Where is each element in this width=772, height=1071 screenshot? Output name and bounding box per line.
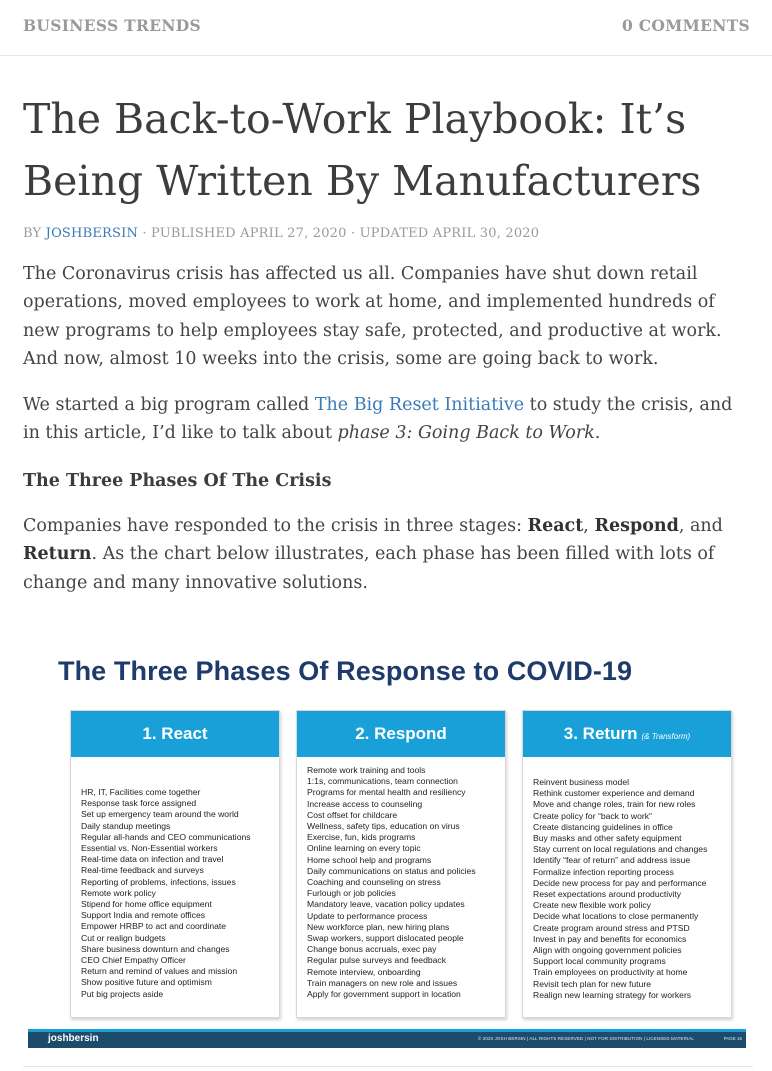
article-title: The Back-to-Work Playbook: It’s Being Written By Manufacturers <box>23 95 702 205</box>
phase-column-react <box>70 710 280 1018</box>
phase-list-item: Train managers on new role and issues <box>307 977 458 988</box>
phase-list-item: Essential vs. Non-Essential workers <box>81 843 218 854</box>
phase-list-item: Reset expectations around productivity <box>533 889 682 900</box>
p3-sep1: , <box>583 516 595 536</box>
phase-list-item: Real-time feedback and surveys <box>81 865 204 876</box>
phase-list-item: Exercise, fun, kids programs <box>307 832 416 843</box>
p3-text-after: . As the chart below illustrates, each phase has been filled with lots of change and many innovative solutions. <box>23 544 715 593</box>
phase-heading-label: 1. React <box>142 724 208 743</box>
stage-respond: Respond <box>594 516 679 536</box>
phase-list-item: Swap workers, support dislocated people <box>307 933 464 944</box>
phase-list-item: Home school help and programs <box>307 854 432 865</box>
phase-heading-label: 2. Respond <box>355 724 447 743</box>
phase-list-item: Update to performance process <box>307 910 428 921</box>
phase-list-item: Create distancing guidelines in office <box>533 821 673 832</box>
phase-list-item: Furlough or job policies <box>307 888 396 899</box>
category-link[interactable]: BUSINESS TRENDS <box>23 16 202 35</box>
section-heading: The Three Phases Of The Crisis <box>23 471 332 491</box>
phase-list-item: Formalize infection reporting process <box>533 866 674 877</box>
phase-list-item: Daily communications on status and policies <box>307 865 476 876</box>
phase-list-item: Reporting of problems, infections, issues <box>81 876 236 887</box>
phase-list-item: Stipend for home office equipment <box>81 899 212 910</box>
phase-list-item: Remote work policy <box>81 887 156 898</box>
phase-list-item: Increase access to counseling <box>307 798 423 809</box>
phase-list-item: Empower HRBP to act and coordinate <box>81 921 227 932</box>
phase-list-item: Regular pulse surveys and feedback <box>307 955 447 966</box>
phase-list-item: Cost offset for childcare <box>307 809 398 820</box>
phase-list-item: Coaching and counseling on stress <box>307 877 441 888</box>
phase-list-item: Remote interview, onboarding <box>307 966 421 977</box>
stage-react: React <box>527 516 584 536</box>
paragraph-three-stages <box>23 512 753 597</box>
phase-list-item: Reinvent business model <box>533 777 630 787</box>
phase-list-item: Programs for mental health and resiliency <box>307 787 466 798</box>
phase-list-item: Move and change roles, train for new roles <box>533 799 696 810</box>
p2-emphasis: phase 3: Going Back to Work <box>337 423 595 444</box>
phase-list-item: HR, IT, Facilities come together <box>81 787 201 797</box>
phase-heading-label: 3. Return <box>563 724 638 743</box>
phase-column-return <box>522 710 732 1018</box>
paragraph-intro: The Coronavirus crisis has affected us all. Companies have shut down retail operations, moved employees to work at home, and implemented hundreds of new programs to help employees stay safe, protected, and productive at work. And now, almost 10 weeks into the crisis, some are going back to work. <box>23 264 722 370</box>
infographic-title: The Three Phases Of Response to COVID-19 <box>58 656 633 686</box>
article-topbar <box>0 0 772 56</box>
p3-sep2: , and <box>678 516 723 536</box>
phase-list-item: Remote work training and tools <box>307 765 426 775</box>
phase-list-item: Share business downturn and changes <box>81 943 230 954</box>
phase-list-item: Rethink customer experience and demand <box>533 788 695 799</box>
phase-subheading: (& Transform) <box>641 732 691 741</box>
footer-page-number: PAGE 16 <box>723 1036 742 1041</box>
p2-text-before: We started a big program called <box>23 395 315 415</box>
phase-list-item: Decide what locations to close permanently <box>533 911 699 922</box>
article-meta <box>23 226 539 241</box>
phase-list-item: Train employees on productivity at home <box>533 967 688 978</box>
phase-list-item: 1:1s, communications, team connection <box>307 776 458 787</box>
phase-list-item: Invest in pay and benefits for economics <box>533 933 687 944</box>
phase-list-item: Put big projects aside <box>81 988 164 999</box>
meta-by: BY <box>23 226 42 241</box>
phase-list-item: Response task force assigned <box>81 798 197 809</box>
infographic-footer <box>28 1029 746 1048</box>
phase-heading <box>523 711 731 757</box>
footer-brand-logo: joshbersin <box>48 1033 99 1044</box>
paragraph-big-reset <box>23 391 753 448</box>
meta-dates: · PUBLISHED APRIL 27, 2020 · UPDATED APRIL 30, 2020 <box>142 226 540 241</box>
phase-list-item: Revisit tech plan for new future <box>533 978 651 989</box>
phase-list-item: Support India and remote offices <box>81 910 206 921</box>
phase-list-item: Stay current on local regulations and changes <box>533 844 708 855</box>
footer-legal-text: © 2020 JOSH BERSIN | ALL RIGHTS RESERVED | NOT FOR DISTRIBUTION | LICENSED MATERIAL <box>478 1036 695 1041</box>
phase-list-item: Real-time data on infection and travel <box>81 854 224 865</box>
phase-list-item: CEO Chief Empathy Officer <box>81 955 186 966</box>
phase-list-item: Identify “fear of return” and address issue <box>533 855 691 866</box>
phase-list-item: Change bonus accruals, exec pay <box>307 944 437 955</box>
phase-list-item: Create new flexible work policy <box>533 900 651 911</box>
phase-list-item: Create program around stress and PTSD <box>533 922 690 933</box>
phase-list-item: Set up emergency team around the world <box>81 809 239 820</box>
phase-list-item: Buy masks and other safety equipment <box>533 833 682 844</box>
phase-heading <box>71 711 279 757</box>
phase-list-item: Support local community programs <box>533 956 666 967</box>
p2-text-after: . <box>594 423 601 444</box>
phase-list-item: Create policy for “back to work” <box>533 810 652 821</box>
phase-list-item: Regular all-hands and CEO communications <box>81 831 251 842</box>
phase-list-item: Decide new process for pay and performance <box>533 877 707 888</box>
bottom-divider <box>23 1066 753 1067</box>
phase-list-item: Mandatory leave, vacation policy updates <box>307 899 465 910</box>
comments-count-link[interactable]: 0 COMMENTS <box>621 16 750 35</box>
phase-item-list <box>297 765 505 1000</box>
phase-list-item: Show positive future and optimism <box>81 977 212 988</box>
phase-list-item: Online learning on every topic <box>307 843 421 854</box>
phase-list-item: Cut or realign budgets <box>81 932 166 943</box>
phase-heading <box>297 711 505 757</box>
stage-return: Return <box>23 544 92 565</box>
phase-list-item: Align with ongoing government policies <box>533 945 682 956</box>
phase-list-item: New workforce plan, new hiring plans <box>307 921 450 932</box>
p3-text-before: Companies have responded to the crisis in three stages: <box>23 516 528 536</box>
phase-column-respond <box>296 710 506 1018</box>
big-reset-initiative-link[interactable]: The Big Reset Initiative <box>314 395 525 415</box>
phase-list-item: Apply for government support in location <box>307 989 461 1000</box>
phase-list-item: Daily standup meetings <box>81 820 171 831</box>
phase-item-list <box>71 787 279 1000</box>
author-link[interactable]: JOSHBERSIN <box>45 226 139 241</box>
p2-text-middle: to study the crisis, and in this article, I’d like to talk about <box>23 395 733 444</box>
phase-list-item: Return and remind of values and mission <box>81 966 238 977</box>
phase-list-item: Realign new learning strategy for workers <box>533 989 692 1000</box>
phase-item-list <box>523 777 731 1001</box>
phase-list-item: Wellness, safety tips, education on virus <box>307 821 460 832</box>
three-phases-infographic <box>28 640 746 1048</box>
